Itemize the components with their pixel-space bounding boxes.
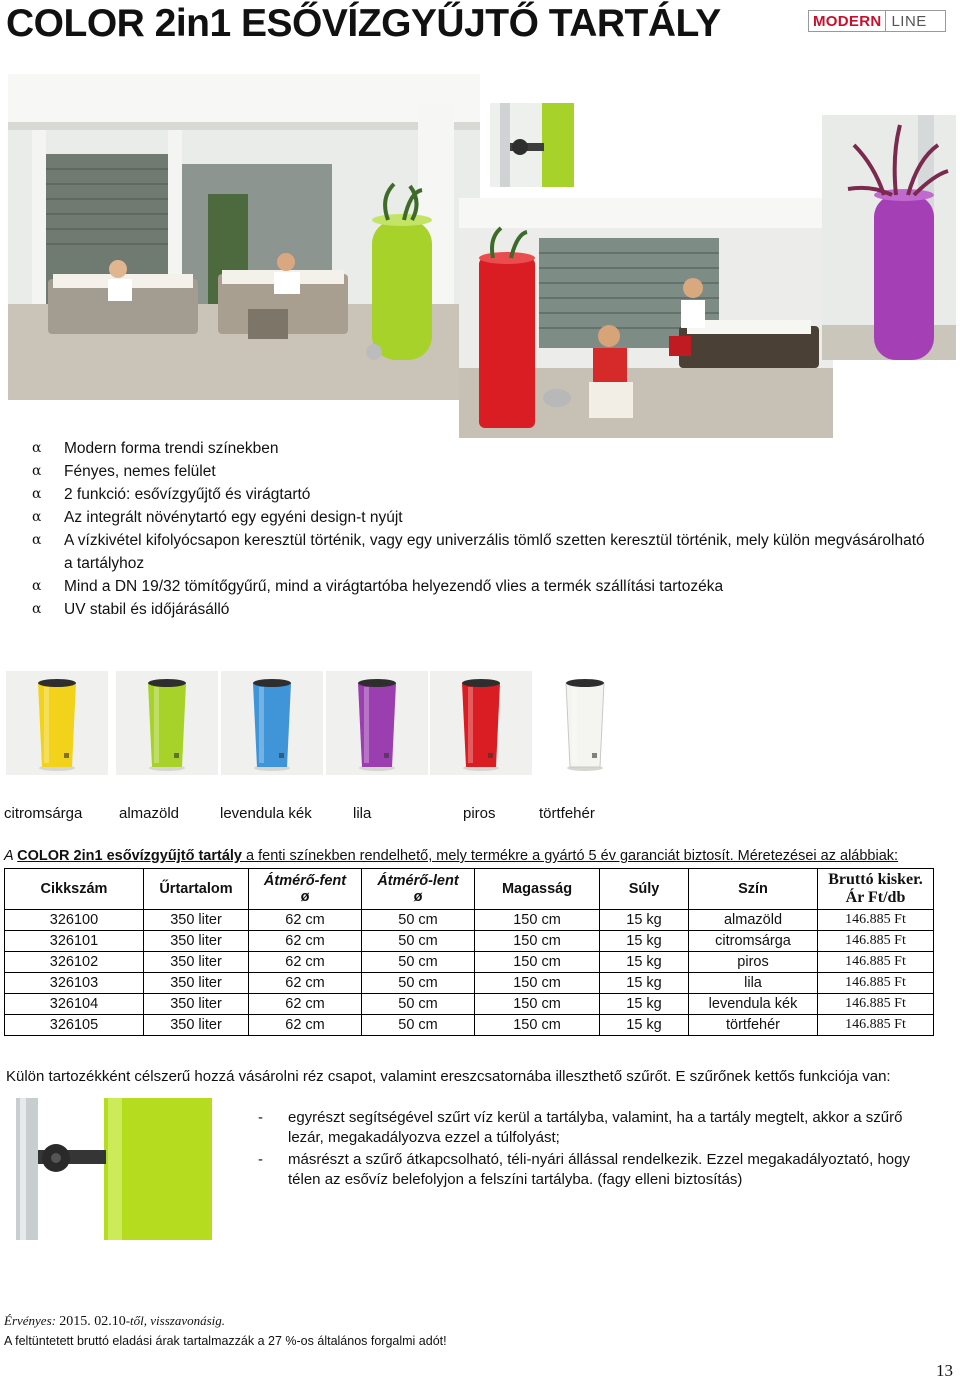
filter-photo	[8, 1098, 212, 1240]
cell-price: 146.885 Ft	[818, 931, 934, 952]
feature-item: α Mind a DN 19/32 tömítőgyűrű, mind a virágtartóba helyezendő vlies a termék szállítási tartozéka	[32, 575, 932, 598]
cell-weight: 15 kg	[600, 973, 689, 994]
cell-sku: 326105	[5, 1015, 144, 1036]
list-item: - egyrészt segítségével szűrt víz kerül a tartályba, valamint, ha a tartály megtelt, akkor a szűrő lezár, megakadályozva ezzel a túlfolyást;	[258, 1109, 903, 1146]
cell-dia-bottom: 50 cm	[362, 931, 475, 952]
col-header-volume: Űrtartalom	[144, 869, 249, 910]
cell-sku: 326101	[5, 931, 144, 952]
vat-note: A feltüntetett bruttó eladási árak tartalmazzák a 27 %-os általános forgalmi adót!	[4, 1334, 447, 1348]
cell-weight: 15 kg	[600, 910, 689, 931]
cell-color: piros	[689, 952, 818, 973]
cell-volume: 350 liter	[144, 931, 249, 952]
cell-dia-top: 62 cm	[249, 910, 362, 931]
cell-height: 150 cm	[475, 1015, 600, 1036]
accessory-list	[258, 1108, 938, 1192]
bullet-glyph: α	[32, 532, 42, 548]
col-header-sku: Cikkszám	[5, 869, 144, 910]
cell-color: citromsárga	[689, 931, 818, 952]
tap-closeup-photo	[490, 103, 574, 187]
cell-dia-top: 62 cm	[249, 952, 362, 973]
logo-secondary: LINE	[891, 12, 927, 30]
cell-dia-top: 62 cm	[249, 1015, 362, 1036]
cell-volume: 350 liter	[144, 1015, 249, 1036]
bullet-glyph: α	[32, 486, 42, 502]
cell-color: lila	[689, 973, 818, 994]
feature-item: α Fényes, nemes felület	[32, 460, 932, 483]
col-header-price: Bruttó kisker. Ár Ft/db	[818, 869, 934, 910]
col-header-dia-top: Átmérő-fent ø	[249, 869, 362, 910]
cell-sku: 326102	[5, 952, 144, 973]
patio-photo-red	[459, 198, 833, 438]
cell-sku: 326103	[5, 973, 144, 994]
cell-dia-top: 62 cm	[249, 994, 362, 1015]
bullet-glyph: α	[32, 440, 42, 456]
col-header-weight: Súly	[600, 869, 689, 910]
cell-dia-bottom: 50 cm	[362, 973, 475, 994]
tank-swatch	[534, 671, 636, 775]
cell-color: almazöld	[689, 910, 818, 931]
cell-height: 150 cm	[475, 994, 600, 1015]
color-label: törtfehér	[539, 805, 595, 822]
page-title: COLOR 2in1 ESŐVÍZGYŰJTŐ TARTÁLY	[6, 2, 721, 45]
tank-icon	[430, 671, 532, 775]
cell-sku: 326104	[5, 994, 144, 1015]
cell-dia-top: 62 cm	[249, 973, 362, 994]
bullet-glyph: α	[32, 601, 42, 617]
bullet-glyph: α	[32, 463, 42, 479]
cell-price: 146.885 Ft	[818, 910, 934, 931]
patio-photo-green	[8, 74, 480, 400]
feature-item: α A vízkivétel kifolyócsapon keresztül történik, vagy egy univerzális tömlő szetten keresztül történik, mely külön megvásárolható a tartályhoz	[32, 529, 932, 575]
cell-volume: 350 liter	[144, 910, 249, 931]
color-label: levendula kék	[220, 805, 312, 822]
feature-item: α Modern forma trendi színekben	[32, 437, 932, 460]
cell-volume: 350 liter	[144, 973, 249, 994]
cell-volume: 350 liter	[144, 952, 249, 973]
spec-table	[4, 868, 934, 1036]
page-number: 13	[936, 1361, 953, 1380]
cell-volume: 350 liter	[144, 994, 249, 1015]
feature-item: α UV stabil és időjárásálló	[32, 598, 932, 621]
cell-height: 150 cm	[475, 931, 600, 952]
cell-sku: 326100	[5, 910, 144, 931]
product-name: COLOR 2in1 esővízgyűjtő tartály	[17, 848, 242, 864]
table-row	[5, 931, 934, 952]
color-label: lila	[353, 805, 372, 822]
brand-logo	[808, 10, 946, 32]
cell-price: 146.885 Ft	[818, 973, 934, 994]
cell-color: levendula kék	[689, 994, 818, 1015]
feature-list	[32, 437, 932, 621]
table-row	[5, 952, 934, 973]
table-row	[5, 973, 934, 994]
feature-item: α 2 funkció: esővízgyűjtő és virágtartó	[32, 483, 932, 506]
cell-price: 146.885 Ft	[818, 1015, 934, 1036]
col-header-dia-bottom: Átmérő-lent ø	[362, 869, 475, 910]
tank-icon	[326, 671, 428, 775]
color-label: almazöld	[119, 805, 180, 822]
bullet-glyph: α	[32, 509, 42, 525]
tank-swatch	[116, 671, 218, 775]
cell-dia-bottom: 50 cm	[362, 1015, 475, 1036]
tank-swatch	[221, 671, 323, 775]
feature-item: α Az integrált növénytartó egy egyéni design-t nyújt	[32, 506, 932, 529]
col-header-height: Magasság	[475, 869, 600, 910]
cell-weight: 15 kg	[600, 1015, 689, 1036]
tank-icon	[116, 671, 218, 775]
tank-icon	[221, 671, 323, 775]
cell-weight: 15 kg	[600, 994, 689, 1015]
validity-note: Érvényes: 2015. 02.10-től, visszavonásig.	[4, 1313, 226, 1329]
cell-height: 150 cm	[475, 910, 600, 931]
cell-dia-bottom: 50 cm	[362, 910, 475, 931]
color-label: citromsárga	[4, 805, 83, 822]
cell-price: 146.885 Ft	[818, 994, 934, 1015]
col-header-color: Szín	[689, 869, 818, 910]
table-header-row	[5, 869, 934, 910]
cell-dia-top: 62 cm	[249, 931, 362, 952]
cell-height: 150 cm	[475, 952, 600, 973]
cell-dia-bottom: 50 cm	[362, 952, 475, 973]
cell-height: 150 cm	[475, 973, 600, 994]
table-row	[5, 910, 934, 931]
color-label: piros	[463, 805, 496, 822]
bullet-glyph: α	[32, 578, 42, 594]
tank-icon	[6, 671, 108, 775]
tank-swatch	[326, 671, 428, 775]
table-row	[5, 994, 934, 1015]
list-item: - másrészt a szűrő átkapcsolható, téli-nyári állással rendelkezik. Ezzel megakadályoztató, hogy télen az esővíz belefolyjon a felszíni tartályba. (fagy elleni biztosítás)	[258, 1151, 910, 1188]
tank-swatch	[430, 671, 532, 775]
cell-weight: 15 kg	[600, 952, 689, 973]
accessory-text: Külön tartozékként célszerű hozzá vásárolni réz csapot, valamint ereszcsatornába illeszthető szűrőt. E szűrőnek kettős funkciója van:	[6, 1068, 891, 1085]
tank-icon	[534, 671, 636, 775]
patio-photo-purple	[822, 115, 956, 360]
logo-primary: MODERN	[809, 11, 886, 31]
intro-sentence: A COLOR 2in1 esővízgyűjtő tartály a fenti színekben rendelhető, mely termékre a gyártó 5 év garanciát biztosít. Méretezései az alábbiak:	[4, 848, 899, 864]
table-row	[5, 1015, 934, 1036]
cell-weight: 15 kg	[600, 931, 689, 952]
cell-color: törtfehér	[689, 1015, 818, 1036]
cell-dia-bottom: 50 cm	[362, 994, 475, 1015]
tank-swatch	[6, 671, 108, 775]
cell-price: 146.885 Ft	[818, 952, 934, 973]
